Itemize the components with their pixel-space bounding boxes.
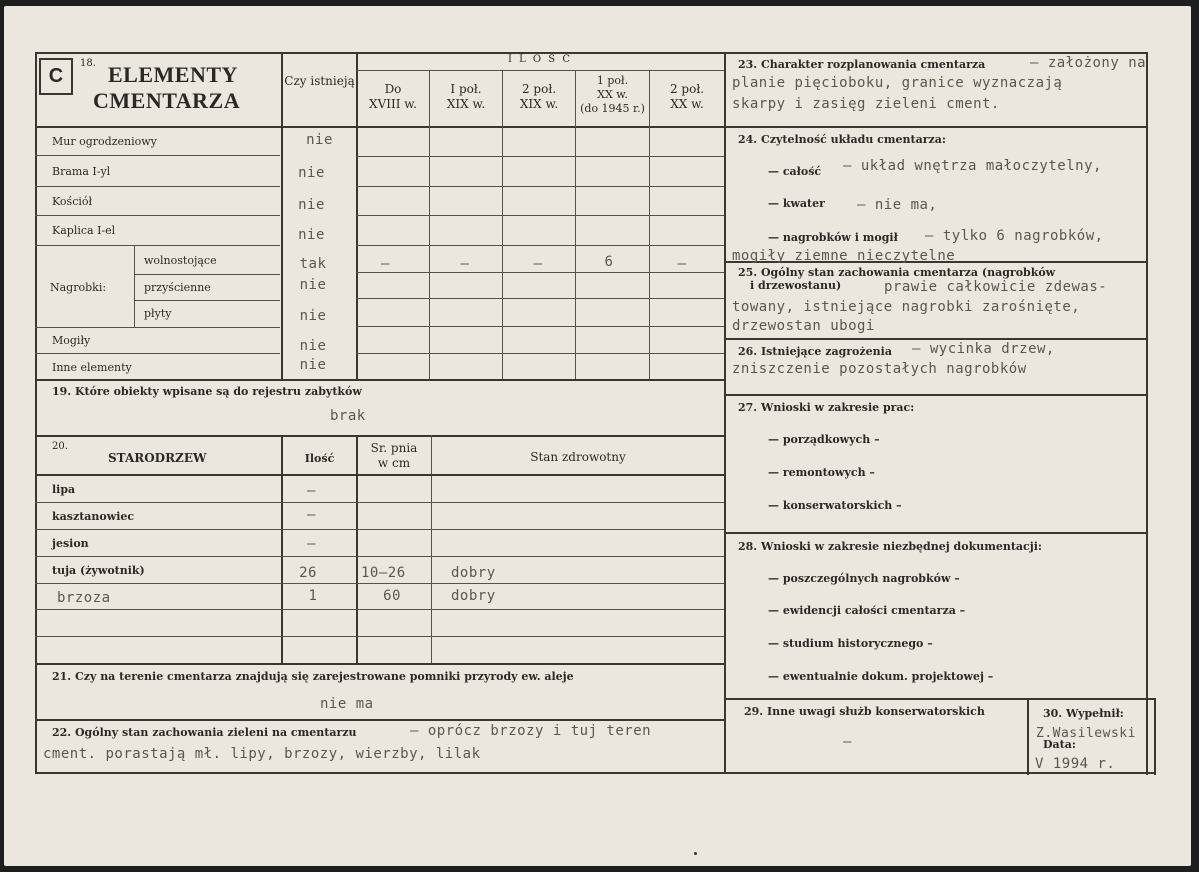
- row-label-inne: Inne elementy: [52, 361, 132, 374]
- q26-label: 26. Istniejące zagrożenia: [738, 345, 892, 358]
- rule: [356, 326, 724, 327]
- count-cell: –: [381, 256, 390, 272]
- period-column-header: I poł. XIX w.: [446, 82, 486, 111]
- rule: [35, 474, 726, 476]
- rule: [35, 583, 724, 584]
- rule: [724, 126, 1148, 128]
- rule: [1146, 52, 1148, 775]
- rule: [1154, 700, 1156, 775]
- rule: [35, 215, 280, 216]
- rule: [356, 156, 724, 157]
- q19-label: 19. Które obiekty wpisane są do rejestru zabytków: [52, 385, 362, 398]
- period-column-header: 2 poł. XX w.: [669, 82, 705, 111]
- section-title-line2: CMENTARZA: [93, 88, 241, 113]
- rule: [35, 502, 724, 503]
- q27-item: — remontowych –: [768, 466, 875, 479]
- row-label-kosciol: Kościół: [52, 195, 93, 208]
- tree-qty: 1: [308, 588, 318, 604]
- q24-extra: mogiły ziemne nieczytelne: [732, 248, 956, 264]
- q24-calosc-value: – układ wnętrza małoczytelny,: [843, 158, 1102, 174]
- rule: [724, 698, 1156, 700]
- tree-diameter: 10–26: [361, 565, 406, 581]
- speck: [694, 852, 697, 855]
- tree-name: jesion: [52, 537, 89, 550]
- q22-value-line2: cment. porastają mł. lipy, brzozy, wierzby, lilak: [43, 746, 481, 762]
- q23-value-line1: – założony na: [1030, 55, 1147, 71]
- q25-value-line1: prawie całkowicie zdewas-: [884, 279, 1108, 295]
- tree-name: lipa: [52, 483, 76, 496]
- row-label-kaplica: Kaplica I-el: [52, 224, 116, 237]
- rule: [356, 215, 724, 216]
- q26-value-line2: zniszczenie pozostałych nagrobków: [732, 361, 1027, 377]
- rule: [35, 435, 726, 437]
- rule: [35, 529, 724, 530]
- rule: [429, 70, 430, 380]
- row-label-wolnostojace: wolnostojące: [144, 254, 217, 267]
- rule: [35, 126, 726, 128]
- exists-value-wolnostojace: tak: [299, 256, 327, 272]
- period-column-header: 1 poł. XX w. (do 1945 r.): [580, 74, 645, 115]
- period-column-header: Do XVIII w.: [369, 82, 417, 111]
- q27-label: 27. Wnioski w zakresie prac:: [738, 401, 915, 414]
- row-label-przyscienne: przyścienne: [144, 281, 211, 294]
- q22-label: 22. Ogólny stan zachowania zieleni na cmentarzu: [52, 726, 357, 739]
- q24-label: 24. Czytelność układu cmentarza:: [738, 133, 946, 146]
- rule: [35, 186, 280, 187]
- rule: [35, 556, 724, 557]
- tree-name: kasztanowiec: [52, 510, 135, 523]
- count-cell: –: [460, 256, 470, 272]
- rule: [724, 52, 726, 774]
- rule: [35, 772, 1156, 774]
- exists-value-przyscienne: nie: [299, 277, 327, 293]
- q23-label: 23. Charakter rozplanowania cmentarza: [738, 58, 986, 71]
- q27-item: — konserwatorskich –: [768, 499, 902, 512]
- q25-label-line2: i drzewostanu): [750, 279, 842, 292]
- rule: [724, 394, 1148, 396]
- trees-number: 20.: [52, 441, 68, 452]
- q27-item: — porządkowych –: [768, 433, 880, 446]
- q21-label: 21. Czy na terenie cmentarza znajdują się zarejestrowane pomniki przyrody ew. aleje: [52, 670, 574, 683]
- rule: [649, 70, 650, 380]
- q29-label: 29. Inne uwagi służb konserwatorskich: [744, 705, 985, 718]
- trees-health-header: Stan zdrowotny: [530, 450, 626, 464]
- rule: [35, 636, 724, 637]
- rule: [35, 155, 280, 156]
- rule: [431, 435, 432, 664]
- rule: [35, 663, 726, 665]
- rule: [35, 609, 724, 610]
- tree-qty: –: [307, 483, 316, 499]
- rule: [35, 327, 280, 328]
- q21-value: nie ma: [320, 696, 374, 712]
- q25-value-line2: towany, istniejące nagrobki zarośnięte,: [732, 299, 1081, 315]
- count-cell: 6: [604, 254, 614, 270]
- rule: [135, 274, 280, 275]
- q28-label: 28. Wnioski w zakresie niezbędnej dokumentacji:: [738, 540, 1042, 553]
- q28-item: — ewidencji całości cmentarza –: [768, 604, 966, 617]
- q19-value: brak: [330, 408, 366, 424]
- exists-value-plyty: nie: [299, 308, 327, 324]
- rule: [281, 52, 283, 380]
- rule: [35, 52, 37, 774]
- tree-qty: 26: [299, 565, 317, 581]
- exists-value-brama: nie: [298, 165, 325, 181]
- q22-value-line1: – oprócz brzozy i tuj teren: [410, 723, 652, 739]
- q28-item: — studium historycznego –: [768, 637, 933, 650]
- trees-diameter-header: Sr. pnia w cm: [370, 441, 418, 470]
- q28-item: — poszczególnych nagrobków –: [768, 572, 960, 585]
- rule: [356, 298, 724, 299]
- exists-value-mogily: nie: [299, 338, 327, 354]
- rule: [134, 245, 135, 327]
- exists-value-mur: nie: [306, 132, 333, 148]
- q23-value-line3: skarpy i zasięg zieleni cment.: [732, 96, 1000, 112]
- quantity-header: I L O S C: [507, 54, 572, 65]
- exists-value-kosciol: nie: [298, 197, 325, 213]
- trees-title: STARODRZEW: [108, 451, 207, 465]
- section-letter-box: C: [39, 58, 73, 95]
- rule: [35, 245, 280, 246]
- tree-qty: –: [307, 536, 316, 552]
- rule: [356, 353, 724, 354]
- q30-filled-by: Z.Wasilewski: [1036, 726, 1136, 741]
- tree-name: brzoza: [57, 590, 111, 606]
- row-label-mur: Mur ogrodzeniowy: [52, 135, 157, 148]
- q30-date-value: V 1994 r.: [1035, 756, 1116, 772]
- tree-qty: –: [307, 507, 316, 523]
- tree-health: dobry: [451, 565, 496, 581]
- q24-nagrobkow-label: — nagrobków i mogił: [768, 231, 898, 244]
- q28-item: — ewentualnie dokum. projektowej –: [768, 670, 994, 683]
- rule: [35, 719, 726, 721]
- exists-column-header: Czy istnieją: [284, 74, 355, 88]
- rule: [724, 338, 1148, 340]
- q24-calosc-label: — całość: [768, 165, 822, 178]
- rule: [356, 186, 724, 187]
- row-label-nagrobki: Nagrobki:: [50, 281, 107, 294]
- rule: [502, 70, 503, 380]
- rule: [356, 70, 724, 71]
- period-column-header: 2 poł. XIX w.: [519, 82, 559, 111]
- q23-value-line2: planie pięcioboku, granice wyznaczają: [732, 75, 1063, 91]
- q24-kwater-value: – nie ma,: [857, 197, 938, 213]
- q25-value-line3: drzewostan ubogi: [732, 318, 875, 334]
- q30-label: 30. Wypełnił:: [1043, 707, 1124, 720]
- count-cell: –: [533, 256, 543, 272]
- row-label-mogily: Mogiły: [52, 334, 91, 347]
- tree-diameter: 60: [383, 588, 401, 604]
- rule: [356, 245, 724, 246]
- tree-health: dobry: [451, 588, 496, 604]
- trees-qty-header: Ilość: [304, 452, 335, 465]
- count-cell: –: [677, 256, 687, 272]
- rule: [1027, 698, 1029, 775]
- q26-value-line1: – wycinka drzew,: [912, 341, 1055, 357]
- q24-nagrobkow-value: – tylko 6 nagrobków,: [925, 228, 1104, 244]
- tree-name: tuja (żywotnik): [52, 564, 145, 577]
- exists-value-inne: nie: [299, 357, 327, 373]
- row-label-plyty: płyty: [144, 307, 172, 320]
- q25-label-line1: 25. Ogólny stan zachowania cmentarza (nagrobków: [738, 266, 1056, 279]
- section-title-line1: ELEMENTY: [108, 62, 238, 87]
- rule: [575, 70, 576, 380]
- section-number: 18.: [80, 58, 96, 69]
- q30-date-label: Data:: [1043, 738, 1076, 751]
- rule: [356, 272, 724, 273]
- exists-value-kaplica: nie: [298, 227, 325, 243]
- q29-value: –: [843, 734, 852, 750]
- rule: [135, 300, 280, 301]
- row-label-brama: Brama I-yl: [52, 165, 111, 178]
- rule: [35, 353, 280, 354]
- rule: [724, 532, 1148, 534]
- q24-kwater-label: — kwater: [768, 197, 825, 210]
- rule: [35, 379, 726, 381]
